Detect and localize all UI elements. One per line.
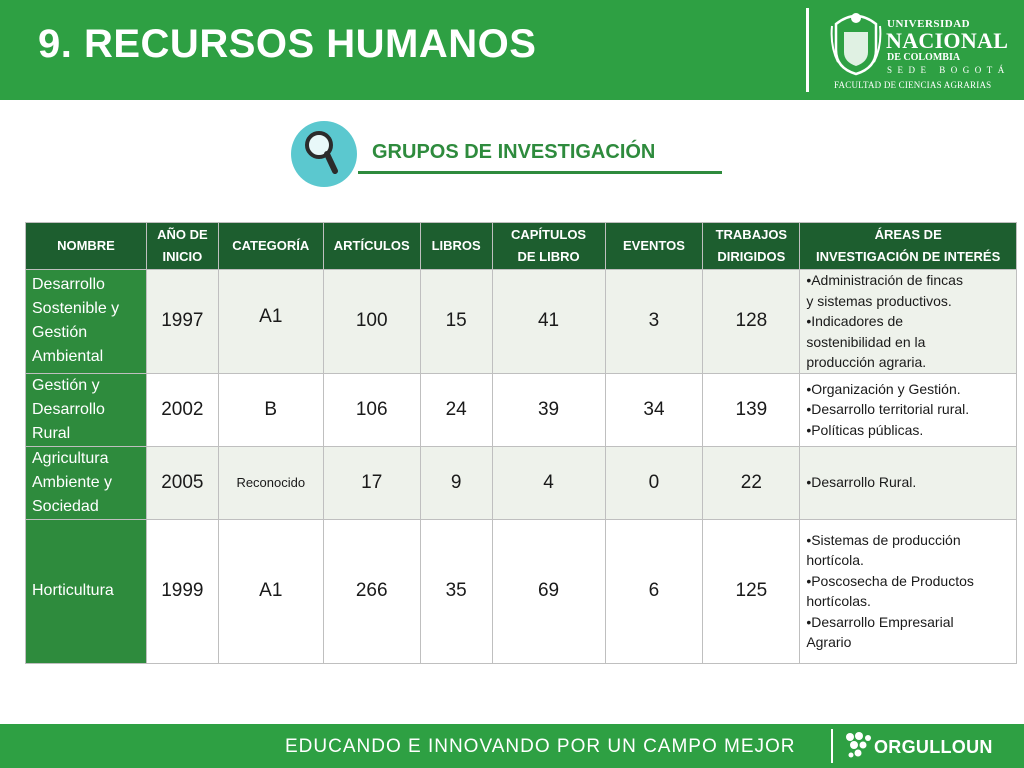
cell-categoria: Reconocido [218,446,323,519]
search-icon [291,121,357,187]
search-icon-badge [291,121,357,187]
cell-capitulos: 69 [492,519,605,663]
table-row [26,519,1017,663]
page-title: 9. RECURSOS HUMANOS [38,22,537,66]
header-bar [0,0,1024,100]
cell-libros: 9 [420,446,492,519]
crest-icon [830,6,882,76]
cell-nombre: Gestión y Desarrollo Rural [26,373,147,446]
logo-line-nacional: NACIONAL [886,28,1009,53]
university-logo [830,6,1010,94]
header-trabajos: TRABAJOS DIRIGIDOS [703,223,800,270]
cell-nombre: Agricultura Ambiente y Sociedad [26,446,147,519]
cell-libros: 24 [420,373,492,446]
cell-libros: 15 [420,270,492,374]
table-header-row [26,223,1017,270]
footer-brand: ORGULLOUN [874,737,993,757]
cell-eventos: 3 [605,270,703,374]
cell-trabajos: 128 [703,270,800,374]
header-areas: ÁREAS DE INVESTIGACIÓN DE INTERÉS [800,223,1017,270]
cell-nombre: Desarrollo Sostenible y Gestión Ambiental [26,270,147,374]
research-groups-table [25,222,1017,664]
cell-anio: 2002 [146,373,218,446]
table-row [26,446,1017,519]
cell-anio: 1999 [146,519,218,663]
cell-areas: •Desarrollo Rural. [800,446,1017,519]
cell-capitulos: 39 [492,373,605,446]
header-anio-inicio: AÑO DE INICIO [146,223,218,270]
cell-articulos: 17 [323,446,420,519]
table-row [26,373,1017,446]
logo-line-facultad: FACULTAD DE CIENCIAS AGRARIAS [834,80,992,90]
cell-categoria: A1 [218,270,323,374]
cell-categoria: A1 [218,519,323,663]
logo-line-colombia: DE COLOMBIA [887,52,961,63]
header-libros: LIBROS [420,223,492,270]
cell-trabajos: 125 [703,519,800,663]
header-eventos: EVENTOS [605,223,703,270]
cell-anio: 2005 [146,446,218,519]
cell-eventos: 0 [605,446,703,519]
grapes-icon [844,731,874,761]
header-categoria: CATEGORÍA [218,223,323,270]
header-nombre: NOMBRE [26,223,147,270]
cell-articulos: 266 [323,519,420,663]
table-row [26,270,1017,374]
cell-capitulos: 4 [492,446,605,519]
cell-areas: •Administración de fincas y sistemas productivos. •Indicadores de sostenibilidad en la producción agraria. [800,270,1017,374]
section-underline [358,171,722,174]
cell-areas: •Sistemas de producción hortícola. •Poscosecha de Productos hortícolas. •Desarrollo Empresarial Agrario [800,519,1017,663]
cell-trabajos: 139 [703,373,800,446]
footer-slogan: EDUCANDO E INNOVANDO POR UN CAMPO MEJOR [285,736,796,757]
cell-eventos: 6 [605,519,703,663]
cell-trabajos: 22 [703,446,800,519]
section-title: GRUPOS DE INVESTIGACIÓN [372,141,656,163]
header-capitulos: CAPÍTULOS DE LIBRO [492,223,605,270]
footer-divider [831,729,833,763]
cell-nombre: Horticultura [26,519,147,663]
cell-articulos: 106 [323,373,420,446]
logo-line-universidad: UNIVERSIDAD [887,18,971,30]
cell-libros: 35 [420,519,492,663]
logo-line-sede: SEDE BOGOTÁ [887,65,1010,75]
cell-areas: •Organización y Gestión. •Desarrollo territorial rural. •Políticas públicas. [800,373,1017,446]
header-articulos: ARTÍCULOS [323,223,420,270]
cell-capitulos: 41 [492,270,605,374]
cell-anio: 1997 [146,270,218,374]
header-divider [806,8,809,92]
cell-categoria: B [218,373,323,446]
cell-articulos: 100 [323,270,420,374]
footer-bar [0,724,1024,768]
cell-eventos: 34 [605,373,703,446]
